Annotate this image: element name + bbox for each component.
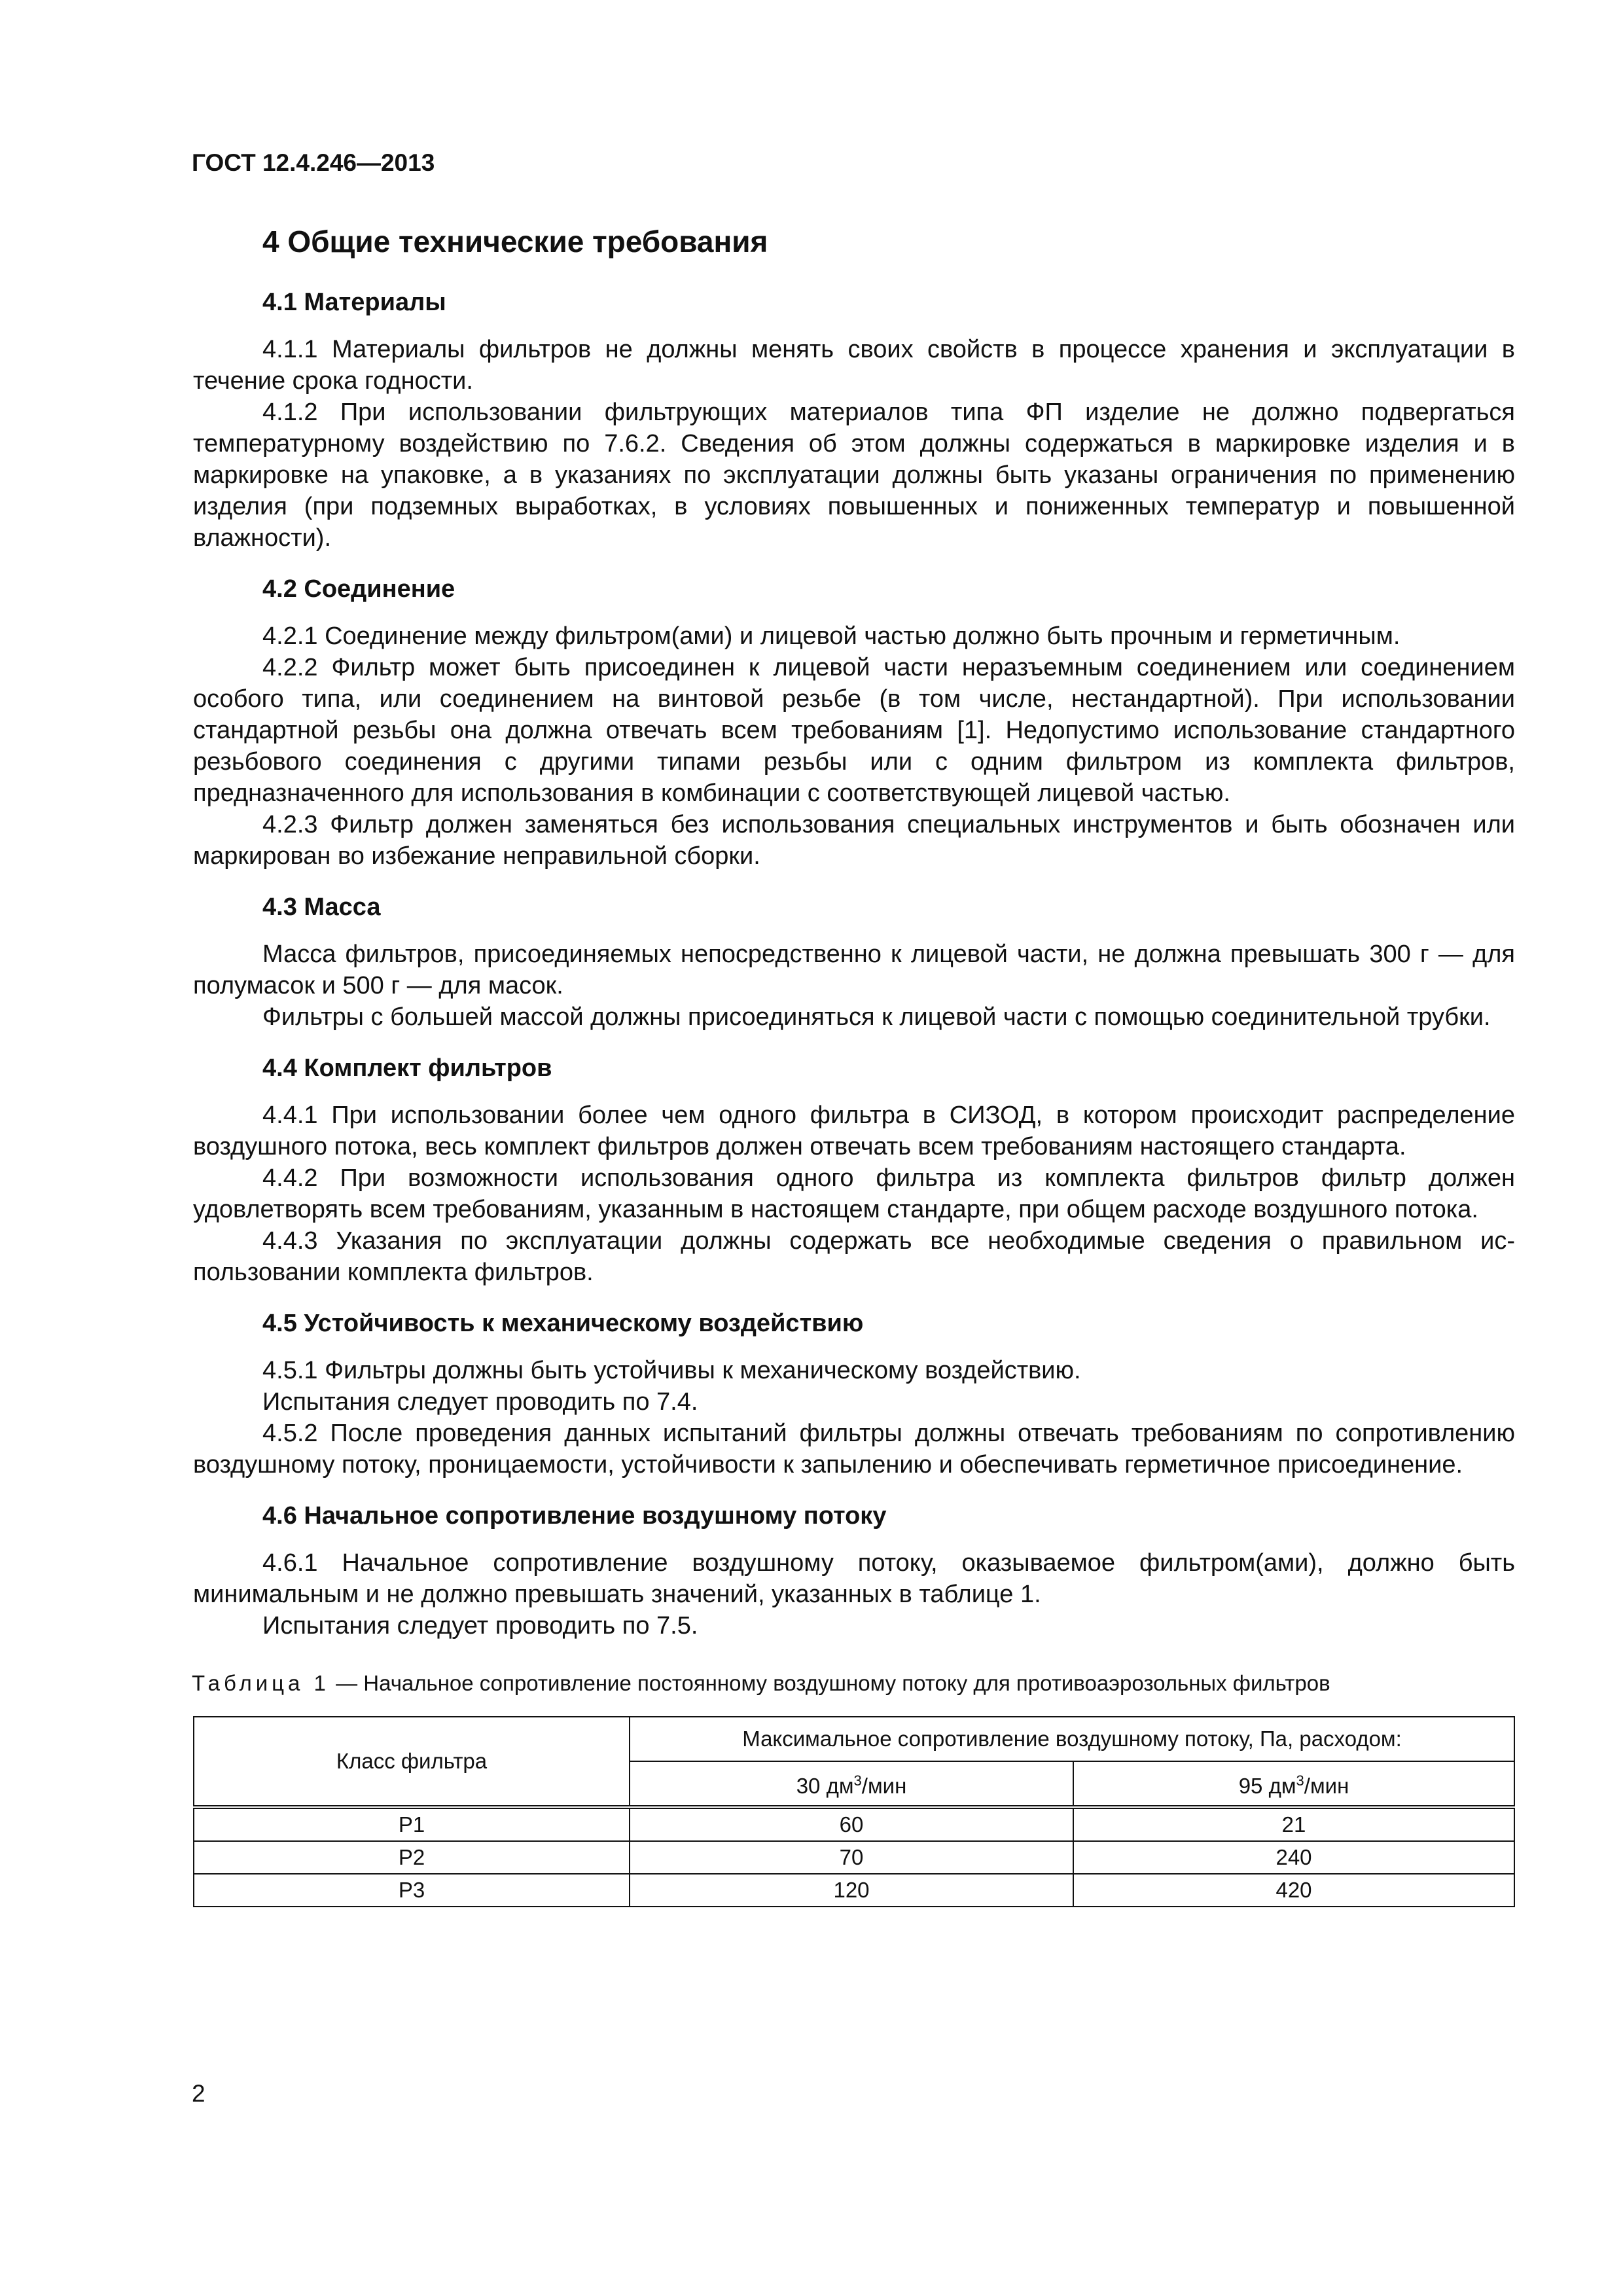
- section-4-1-title: 4.1 Материалы: [262, 289, 446, 316]
- resistance-95-cell: 240: [1073, 1841, 1514, 1874]
- resistance-95-cell: 21: [1073, 1807, 1514, 1841]
- paragraph-4-2-3: 4.2.3 Фильтр должен заменяться без использования специальных инструментов и быть обозначен или маркирован во избежание неправильной сборки.: [193, 811, 1515, 870]
- resistance-30-cell: 120: [630, 1874, 1073, 1907]
- flow-95-value: 95 дм: [1238, 1774, 1296, 1798]
- paragraph-4-5-tests: Испытания следует проводить по 7.4.: [262, 1388, 698, 1416]
- paragraph-4-4-1: 4.4.1 При использовании более чем одного фильтра в СИЗОД, в котором происходит распределение воздушного потока, весь комплект фильтров должен отвечать всем требованиям настоящего стандарта.: [193, 1102, 1515, 1160]
- table-1-caption: [192, 1668, 1515, 1699]
- table-header-row: [194, 1717, 1514, 1761]
- table-row: [194, 1841, 1514, 1874]
- paragraph-4-1-2: 4.1.2 При использовании фильтрующих материалов типа ФП изделие не должно подвергаться температурному воздействию по 7.6.2. Сведения об этом должны содержаться в маркировке изделия и в маркировке на упаковке, а в указаниях по эксплуатации должны быть указаны ограничения по применению изделия (при подземных выработках, в условиях повышенных и пониженных температур и повышенной влажности).: [193, 399, 1515, 552]
- paragraph-4-5-1: 4.5.1 Фильтры должны быть устойчивы к механическому воздействию.: [262, 1357, 1081, 1384]
- paragraph-4-4-2: 4.4.2 При возможности использования одного фильтра из комплекта фильтров фильтр должен удовлетворять всем требованиям, указанным в настоящем стандарте, при общем расходе воздушного потока.: [193, 1164, 1515, 1223]
- paragraph-4-3-heavy: Фильтры с большей массой должны присоединяться к лицевой части с помощью соединительной трубки.: [262, 1003, 1491, 1031]
- filter-class-cell: Р2: [194, 1841, 630, 1874]
- header-max-resistance: Максимальное сопротивление воздушному потоку, Па, расходом:: [630, 1717, 1514, 1761]
- paragraph-4-3-mass: Масса фильтров, присоединяемых непосредственно к лицевой части, не должна превышать 300 г — для полумасок и 500 г — для масок.: [193, 941, 1515, 999]
- table-1-label: Таблица 1: [192, 1671, 330, 1695]
- unit-per-minute: /мин: [861, 1774, 907, 1798]
- section-4-2-title: 4.2 Соединение: [262, 575, 455, 603]
- unit-exponent: 3: [1296, 1772, 1304, 1789]
- paragraph-4-1-1: 4.1.1 Материалы фильтров не должны менять своих свойств в процессе хранения и эксплуатации в течение срока годности.: [193, 336, 1515, 395]
- paragraph-4-6-tests: Испытания следует проводить по 7.5.: [262, 1612, 698, 1640]
- paragraph-4-2-2: 4.2.2 Фильтр может быть присоединен к лицевой части неразъемным соединением или соединением особого типа, или соединением на винтовой резьбе (в том числе, нестандартной). При использовании стандартной резьбы она должна отвечать всем требованиям [1]. Недопустимо использование стандартного резьбового соединения с другими типами резьбы или с одним фильтром из комплекта фильтров, предназначенного для использования в комбинации с соответствующей лицевой частью.: [193, 654, 1515, 807]
- section-4-3-title: 4.3 Масса: [262, 893, 381, 921]
- section-4-5: [193, 1308, 1515, 1480]
- unit-per-minute: /мин: [1304, 1774, 1349, 1798]
- resistance-30-cell: 70: [630, 1841, 1073, 1874]
- section-4-4-title: 4.4 Комплект фильтров: [262, 1054, 552, 1082]
- page-number: 2: [192, 2080, 205, 2107]
- header-flow-95: [1073, 1761, 1514, 1807]
- filter-class-cell: Р3: [194, 1874, 630, 1907]
- flow-30-value: 30 дм: [796, 1774, 854, 1798]
- resistance-30-cell: 60: [630, 1807, 1073, 1841]
- section-4-3: [193, 891, 1515, 1033]
- section-4-4: [193, 1052, 1515, 1288]
- table-row: [194, 1807, 1514, 1841]
- document-code: ГОСТ 12.4.246—2013: [192, 149, 435, 176]
- paragraph-4-6-1: 4.6.1 Начальное сопротивление воздушному потоку, оказываемое фильтром(ами), должно быть минимальным и не должно превышать значений, указанных в таблице 1.: [193, 1549, 1515, 1608]
- paragraph-4-2-1: 4.2.1 Соединение между фильтром(ами) и лицевой частью должно быть прочным и герметичным.: [262, 622, 1400, 650]
- paragraph-4-5-2: 4.5.2 После проведения данных испытаний фильтры должны отвечать требованиям по сопротивлению воздушному потоку, проницаемости, устойчивости к запылению и обеспечивать герметичное присоединение.: [193, 1420, 1515, 1479]
- resistance-95-cell: 420: [1073, 1874, 1514, 1907]
- header-flow-30: [630, 1761, 1073, 1807]
- unit-exponent: 3: [853, 1772, 862, 1789]
- section-4-1: [193, 287, 1515, 554]
- section-4-6-title: 4.6 Начальное сопротивление воздушному потоку: [262, 1502, 887, 1530]
- section-4-2: [193, 573, 1515, 872]
- table-1-caption-text: — Начальное сопротивление постоянному воздушному потоку для противоаэрозольных фильтров: [329, 1671, 1330, 1695]
- table-row: [194, 1874, 1514, 1907]
- table-1: [193, 1716, 1515, 1907]
- section-4-6: [193, 1500, 1515, 1641]
- filter-class-cell: Р1: [194, 1807, 630, 1841]
- section-4-5-title: 4.5 Устойчивость к механическому воздействию: [262, 1310, 864, 1337]
- paragraph-4-4-3: 4.4.3 Указания по эксплуатации должны содержать все необходимые сведения о правильном использовании комплекта фильтров.: [193, 1227, 1515, 1286]
- header-filter-class: Класс фильтра: [194, 1717, 630, 1807]
- section-4-title: 4 Общие технические требования: [262, 224, 768, 259]
- page-content: [193, 223, 1515, 1907]
